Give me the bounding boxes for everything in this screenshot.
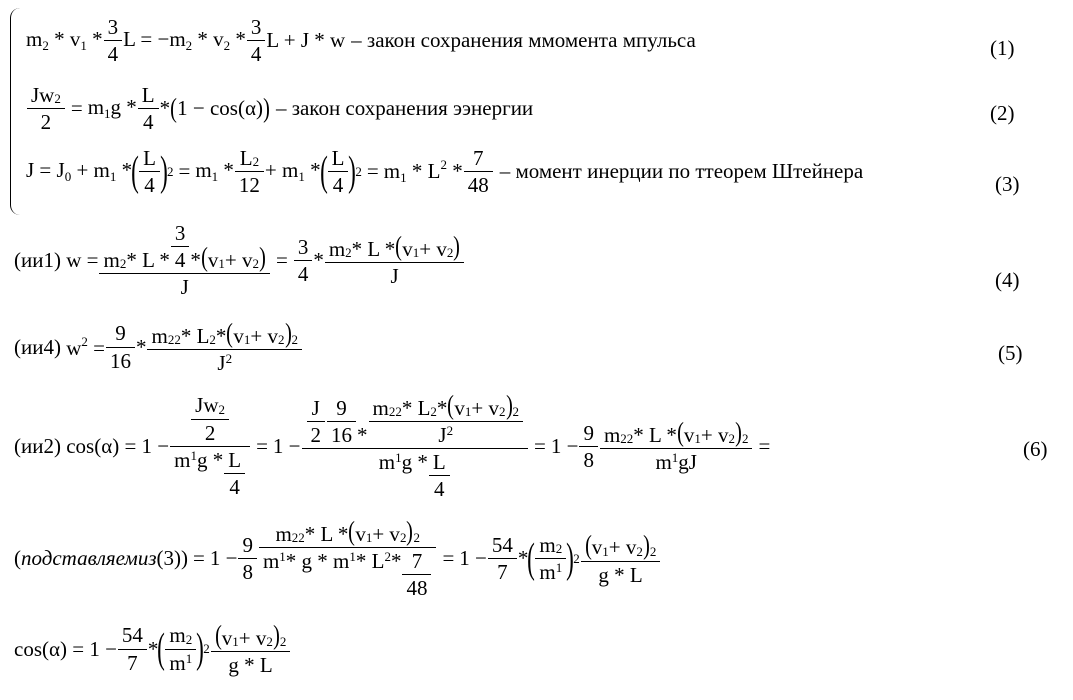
equation-7: ( подставляемиз (3)) = 1 − $\frac{9}{8}$ m 2 2 * L * ( v $_1$ + v 2 ) $_2$ m 1 * g * m 1 * L 2 * $\frac{7}{48}$ = 1 − $\frac{54}{7}$ * ( m 2 m 1 ) 2 ( v $_1$ + v 2 ) $_2$ g * L — [14, 518, 661, 599]
equation-6-tag: (ии2) — [14, 433, 61, 458]
equation-1-number: (1) — [990, 36, 1015, 60]
equation-4-number: (4) — [995, 268, 1020, 292]
system-brace — [10, 8, 23, 215]
equation-5-number: (5) — [998, 341, 1023, 365]
equation-3-number: (3) — [995, 172, 1020, 196]
equation-5-tag: (ии4) — [14, 334, 61, 359]
equation-3: $J = J_0 + m_1$ * ( $\frac{L}{4}$ ) 2 = $m_1$ * L 2 12 + $m_1$ * ( $\frac{L}{4}$ ) 2 = $m_1 * L^2$ * $\frac{7}{48}$ – момент инерции по ттеорем Штейнера — [26, 146, 864, 198]
equation-7-tag: подставляемиз — [21, 546, 157, 571]
equation-6: (ии2) cos(α) = 1 − Jw 2 2 m 1 g * $\frac{L}{4}$ = 1 − $\frac{J}{2}$ $\frac{9}{16}$ * m 2 2 * L 2 * ( v $_1$ + v 2 ) $_2$ J 2 m 1 g * $\frac{L}{4}$ = 1 − $\frac{9}{8}$ m 2 2 * L * ( v $_1$ + v 2 ) $_2$ m 1 gJ = — [14, 390, 771, 502]
equation-1-text: – закон сохранения ммомента мпульса — [351, 28, 696, 53]
equation-2-text: – закон сохранения ээнергии — [275, 96, 534, 121]
equation-8: cos(α) = 1 − $\frac{54}{7}$ * ( m 2 m 1 ) 2 ( v $_1$ + v 2 ) $_2$ g * L — [14, 622, 291, 676]
equation-4-tag: (ии1) — [14, 247, 61, 272]
equation-2-number: (2) — [990, 101, 1015, 125]
equation-2: Jw 2 2 = $m_1g$ * $\frac{L}{4}$ * ( 1 − cos(α) ) – закон сохранения ээнергии — [26, 84, 533, 133]
equation-5: (ии4) $w^2$ = $\frac{9}{16}$ * m 2 2 * L 2 * ( v $_1$ + v 2 ) $_2$ J 2 — [14, 320, 303, 374]
equation-1: $m_2 * v_1$ * $\frac{3}{4}$ $L = -m_2 * v_2$ * $\frac{3}{4}$ L + J * w – закон сохранения ммомента мпульса — [26, 15, 696, 67]
equation-7-tag-ref: (3)) — [156, 546, 188, 571]
equation-4: (ии1) w = m 2 * L * $\frac{3}{4}$ * ( v $_1$ + v 2 ) J = $\frac{3}{4}$ * m 2 * L * ( v $_1$ + v 2 ) J — [14, 222, 465, 298]
equation-6-number: (6) — [1023, 437, 1048, 461]
equation-3-text: – момент инерции по ттеорем Штейнера — [499, 159, 864, 184]
